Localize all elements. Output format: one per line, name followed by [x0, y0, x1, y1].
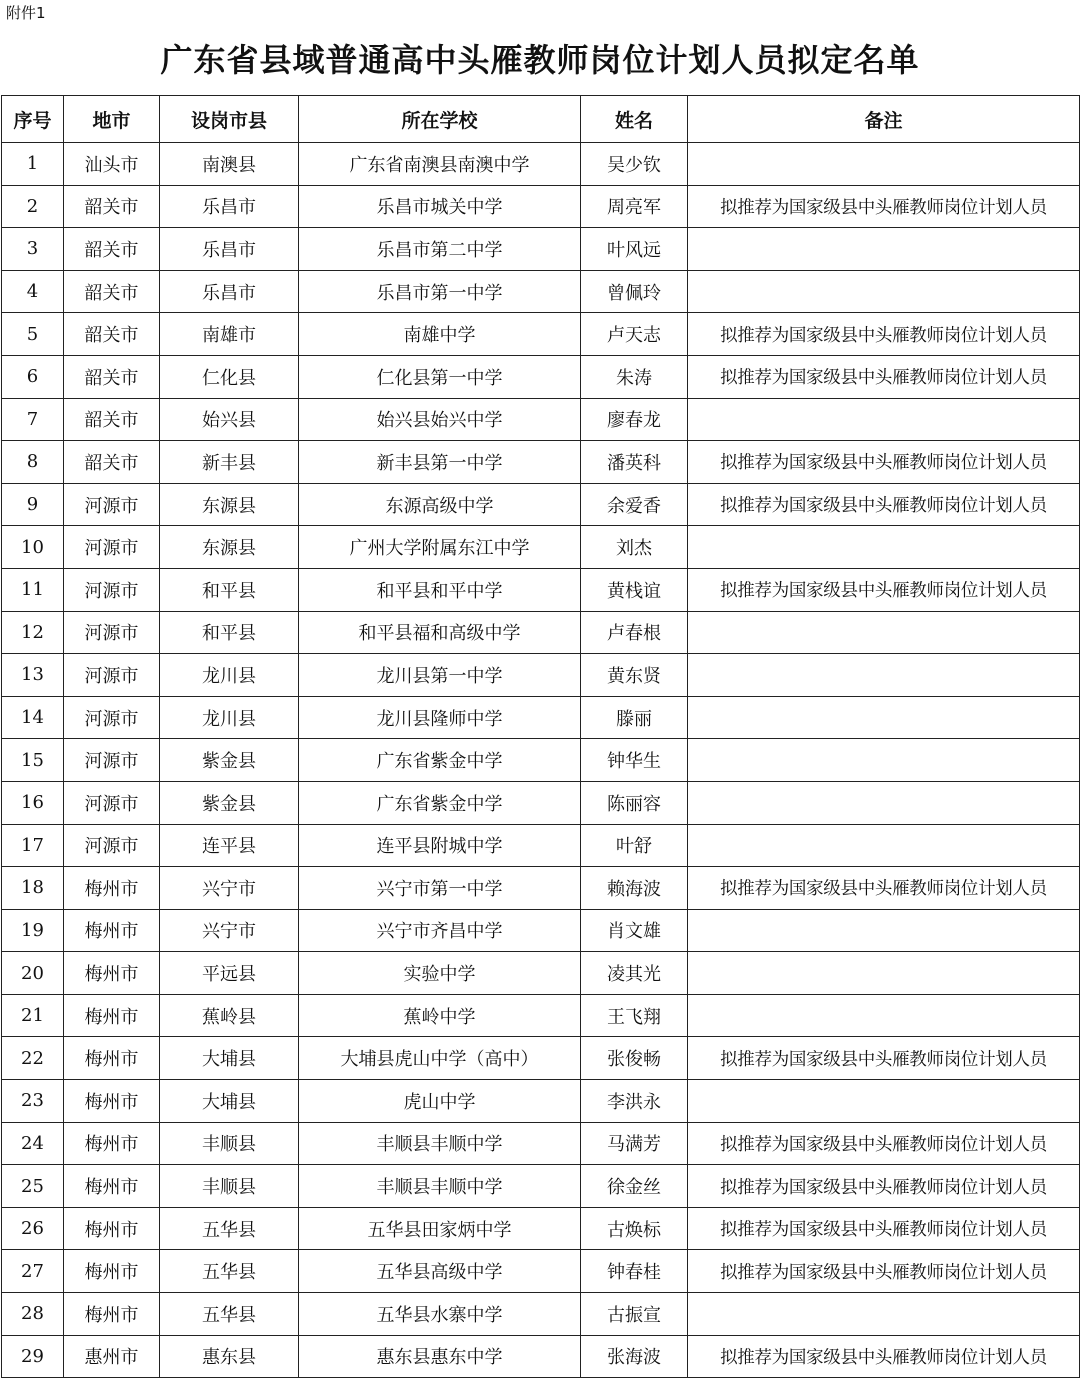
cell-city: 韶关市	[64, 355, 160, 398]
cell-city: 梅州市	[64, 1080, 160, 1123]
cell-note: 拟推荐为国家级县中头雁教师岗位计划人员	[688, 441, 1080, 484]
table-row	[2, 228, 1080, 271]
cell-city: 韶关市	[64, 185, 160, 228]
header-note: 备注	[688, 96, 1080, 143]
cell-city: 河源市	[64, 739, 160, 782]
cell-school: 和平县和平中学	[299, 568, 581, 611]
cell-school: 龙川县第一中学	[299, 654, 581, 697]
table-row	[2, 654, 1080, 697]
cell-name: 赖海波	[581, 867, 688, 910]
cell-index: 18	[2, 867, 64, 910]
table-header-row	[2, 96, 1080, 143]
cell-name: 张海波	[581, 1335, 688, 1378]
cell-city: 河源市	[64, 568, 160, 611]
cell-note: 拟推荐为国家级县中头雁教师岗位计划人员	[688, 1122, 1080, 1165]
table-row	[2, 867, 1080, 910]
cell-note: 拟推荐为国家级县中头雁教师岗位计划人员	[688, 1165, 1080, 1208]
cell-note: 拟推荐为国家级县中头雁教师岗位计划人员	[688, 568, 1080, 611]
cell-index: 11	[2, 568, 64, 611]
cell-index: 13	[2, 654, 64, 697]
cell-school: 兴宁市第一中学	[299, 867, 581, 910]
header-school: 所在学校	[299, 96, 581, 143]
cell-county: 乐昌市	[160, 185, 299, 228]
table-row	[2, 483, 1080, 526]
cell-city: 河源市	[64, 611, 160, 654]
header-name: 姓名	[581, 96, 688, 143]
cell-city: 韶关市	[64, 270, 160, 313]
cell-index: 15	[2, 739, 64, 782]
cell-name: 王飞翔	[581, 994, 688, 1037]
cell-city: 河源市	[64, 824, 160, 867]
cell-note: 拟推荐为国家级县中头雁教师岗位计划人员	[688, 1250, 1080, 1293]
cell-name: 刘杰	[581, 526, 688, 569]
cell-city: 梅州市	[64, 909, 160, 952]
cell-note: 拟推荐为国家级县中头雁教师岗位计划人员	[688, 483, 1080, 526]
cell-index: 26	[2, 1207, 64, 1250]
table-row	[2, 1207, 1080, 1250]
cell-index: 5	[2, 313, 64, 356]
cell-county: 新丰县	[160, 441, 299, 484]
table-row	[2, 1293, 1080, 1336]
header-index: 序号	[2, 96, 64, 143]
cell-city: 梅州市	[64, 1250, 160, 1293]
cell-note	[688, 781, 1080, 824]
cell-city: 梅州市	[64, 1165, 160, 1208]
cell-name: 肖文雄	[581, 909, 688, 952]
cell-city: 韶关市	[64, 313, 160, 356]
cell-county: 大埔县	[160, 1037, 299, 1080]
cell-index: 12	[2, 611, 64, 654]
cell-school: 仁化县第一中学	[299, 355, 581, 398]
cell-school: 实验中学	[299, 952, 581, 995]
cell-school: 新丰县第一中学	[299, 441, 581, 484]
cell-name: 卢天志	[581, 313, 688, 356]
cell-note	[688, 611, 1080, 654]
table-row	[2, 441, 1080, 484]
cell-school: 乐昌市第二中学	[299, 228, 581, 271]
cell-city: 韶关市	[64, 441, 160, 484]
cell-county: 南澳县	[160, 143, 299, 186]
cell-note: 拟推荐为国家级县中头雁教师岗位计划人员	[688, 867, 1080, 910]
cell-note	[688, 739, 1080, 782]
cell-city: 河源市	[64, 526, 160, 569]
cell-index: 16	[2, 781, 64, 824]
cell-index: 14	[2, 696, 64, 739]
table-row	[2, 526, 1080, 569]
cell-county: 紫金县	[160, 739, 299, 782]
cell-school: 乐昌市第一中学	[299, 270, 581, 313]
cell-index: 22	[2, 1037, 64, 1080]
table-row	[2, 313, 1080, 356]
cell-index: 2	[2, 185, 64, 228]
cell-name: 古振宣	[581, 1293, 688, 1336]
cell-city: 梅州市	[64, 994, 160, 1037]
cell-city: 韶关市	[64, 228, 160, 271]
cell-county: 始兴县	[160, 398, 299, 441]
cell-note: 拟推荐为国家级县中头雁教师岗位计划人员	[688, 1335, 1080, 1378]
cell-index: 19	[2, 909, 64, 952]
table-row	[2, 696, 1080, 739]
table-row	[2, 994, 1080, 1037]
cell-city: 韶关市	[64, 398, 160, 441]
cell-school: 乐昌市城关中学	[299, 185, 581, 228]
cell-county: 东源县	[160, 483, 299, 526]
cell-index: 20	[2, 952, 64, 995]
cell-index: 6	[2, 355, 64, 398]
cell-school: 东源高级中学	[299, 483, 581, 526]
cell-county: 仁化县	[160, 355, 299, 398]
cell-county: 和平县	[160, 611, 299, 654]
cell-school: 丰顺县丰顺中学	[299, 1165, 581, 1208]
cell-county: 丰顺县	[160, 1165, 299, 1208]
table-row	[2, 952, 1080, 995]
cell-note: 拟推荐为国家级县中头雁教师岗位计划人员	[688, 1037, 1080, 1080]
cell-index: 21	[2, 994, 64, 1037]
cell-name: 凌其光	[581, 952, 688, 995]
table-row	[2, 1080, 1080, 1123]
cell-school: 广东省紫金中学	[299, 781, 581, 824]
roster-table	[1, 95, 1080, 1378]
cell-index: 25	[2, 1165, 64, 1208]
cell-name: 张俊畅	[581, 1037, 688, 1080]
cell-county: 丰顺县	[160, 1122, 299, 1165]
cell-index: 10	[2, 526, 64, 569]
cell-city: 梅州市	[64, 1293, 160, 1336]
cell-name: 李洪永	[581, 1080, 688, 1123]
cell-note: 拟推荐为国家级县中头雁教师岗位计划人员	[688, 185, 1080, 228]
table-row	[2, 568, 1080, 611]
cell-school: 龙川县隆师中学	[299, 696, 581, 739]
cell-name: 周亮军	[581, 185, 688, 228]
table-row	[2, 1037, 1080, 1080]
cell-county: 蕉岭县	[160, 994, 299, 1037]
cell-index: 7	[2, 398, 64, 441]
cell-county: 大埔县	[160, 1080, 299, 1123]
table-row	[2, 739, 1080, 782]
cell-note: 拟推荐为国家级县中头雁教师岗位计划人员	[688, 1207, 1080, 1250]
cell-name: 黄东贤	[581, 654, 688, 697]
cell-index: 28	[2, 1293, 64, 1336]
cell-name: 曾佩玲	[581, 270, 688, 313]
cell-index: 27	[2, 1250, 64, 1293]
table-row	[2, 611, 1080, 654]
cell-county: 乐昌市	[160, 270, 299, 313]
cell-city: 惠州市	[64, 1335, 160, 1378]
cell-city: 汕头市	[64, 143, 160, 186]
cell-county: 五华县	[160, 1250, 299, 1293]
cell-name: 陈丽容	[581, 781, 688, 824]
cell-county: 东源县	[160, 526, 299, 569]
cell-school: 广东省紫金中学	[299, 739, 581, 782]
cell-county: 龙川县	[160, 654, 299, 697]
table-row	[2, 185, 1080, 228]
cell-school: 惠东县惠东中学	[299, 1335, 581, 1378]
cell-note	[688, 1080, 1080, 1123]
cell-county: 乐昌市	[160, 228, 299, 271]
cell-school: 南雄中学	[299, 313, 581, 356]
cell-index: 1	[2, 143, 64, 186]
table-row	[2, 909, 1080, 952]
table-row	[2, 143, 1080, 186]
cell-name: 叶风远	[581, 228, 688, 271]
cell-county: 惠东县	[160, 1335, 299, 1378]
header-city: 地市	[64, 96, 160, 143]
cell-note	[688, 952, 1080, 995]
cell-name: 钟华生	[581, 739, 688, 782]
cell-note	[688, 696, 1080, 739]
cell-index: 4	[2, 270, 64, 313]
cell-county: 五华县	[160, 1293, 299, 1336]
cell-note	[688, 526, 1080, 569]
cell-note: 拟推荐为国家级县中头雁教师岗位计划人员	[688, 355, 1080, 398]
cell-index: 24	[2, 1122, 64, 1165]
table-row	[2, 781, 1080, 824]
table-row	[2, 270, 1080, 313]
cell-name: 古焕标	[581, 1207, 688, 1250]
attachment-label: 附件1	[6, 4, 46, 22]
cell-name: 廖春龙	[581, 398, 688, 441]
cell-school: 五华县田家炳中学	[299, 1207, 581, 1250]
cell-city: 河源市	[64, 696, 160, 739]
cell-school: 始兴县始兴中学	[299, 398, 581, 441]
table-row	[2, 1250, 1080, 1293]
table-row	[2, 824, 1080, 867]
cell-note	[688, 228, 1080, 271]
cell-school: 五华县水寨中学	[299, 1293, 581, 1336]
document-title: 广东省县域普通高中头雁教师岗位计划人员拟定名单	[160, 41, 920, 79]
cell-name: 滕丽	[581, 696, 688, 739]
cell-name: 朱涛	[581, 355, 688, 398]
cell-county: 南雄市	[160, 313, 299, 356]
cell-county: 龙川县	[160, 696, 299, 739]
cell-name: 潘英科	[581, 441, 688, 484]
cell-name: 黄栈谊	[581, 568, 688, 611]
cell-index: 23	[2, 1080, 64, 1123]
cell-city: 梅州市	[64, 952, 160, 995]
cell-note	[688, 270, 1080, 313]
cell-school: 虎山中学	[299, 1080, 581, 1123]
cell-county: 和平县	[160, 568, 299, 611]
cell-school: 连平县附城中学	[299, 824, 581, 867]
cell-county: 兴宁市	[160, 867, 299, 910]
cell-name: 叶舒	[581, 824, 688, 867]
cell-school: 广州大学附属东江中学	[299, 526, 581, 569]
table-row	[2, 398, 1080, 441]
cell-county: 连平县	[160, 824, 299, 867]
cell-county: 紫金县	[160, 781, 299, 824]
cell-city: 梅州市	[64, 1037, 160, 1080]
cell-school: 丰顺县丰顺中学	[299, 1122, 581, 1165]
cell-name: 余爱香	[581, 483, 688, 526]
cell-note	[688, 654, 1080, 697]
cell-school: 五华县高级中学	[299, 1250, 581, 1293]
cell-note	[688, 1293, 1080, 1336]
cell-index: 17	[2, 824, 64, 867]
cell-index: 8	[2, 441, 64, 484]
cell-school: 大埔县虎山中学（高中）	[299, 1037, 581, 1080]
cell-city: 河源市	[64, 483, 160, 526]
cell-name: 吴少钦	[581, 143, 688, 186]
cell-name: 卢春根	[581, 611, 688, 654]
table-body	[2, 143, 1080, 1378]
table-row	[2, 1335, 1080, 1378]
cell-note: 拟推荐为国家级县中头雁教师岗位计划人员	[688, 313, 1080, 356]
cell-note	[688, 824, 1080, 867]
cell-name: 徐金丝	[581, 1165, 688, 1208]
cell-city: 梅州市	[64, 1207, 160, 1250]
cell-school: 兴宁市齐昌中学	[299, 909, 581, 952]
cell-school: 和平县福和高级中学	[299, 611, 581, 654]
table-row	[2, 355, 1080, 398]
cell-city: 河源市	[64, 781, 160, 824]
cell-school: 广东省南澳县南澳中学	[299, 143, 581, 186]
cell-name: 钟春桂	[581, 1250, 688, 1293]
cell-index: 3	[2, 228, 64, 271]
cell-note	[688, 994, 1080, 1037]
cell-county: 兴宁市	[160, 909, 299, 952]
table-row	[2, 1165, 1080, 1208]
cell-city: 河源市	[64, 654, 160, 697]
table-row	[2, 1122, 1080, 1165]
cell-school: 蕉岭中学	[299, 994, 581, 1037]
cell-note	[688, 398, 1080, 441]
cell-city: 梅州市	[64, 867, 160, 910]
cell-index: 29	[2, 1335, 64, 1378]
cell-city: 梅州市	[64, 1122, 160, 1165]
cell-county: 五华县	[160, 1207, 299, 1250]
cell-index: 9	[2, 483, 64, 526]
cell-county: 平远县	[160, 952, 299, 995]
cell-name: 马满芳	[581, 1122, 688, 1165]
header-county: 设岗市县	[160, 96, 299, 143]
cell-note	[688, 143, 1080, 186]
cell-note	[688, 909, 1080, 952]
